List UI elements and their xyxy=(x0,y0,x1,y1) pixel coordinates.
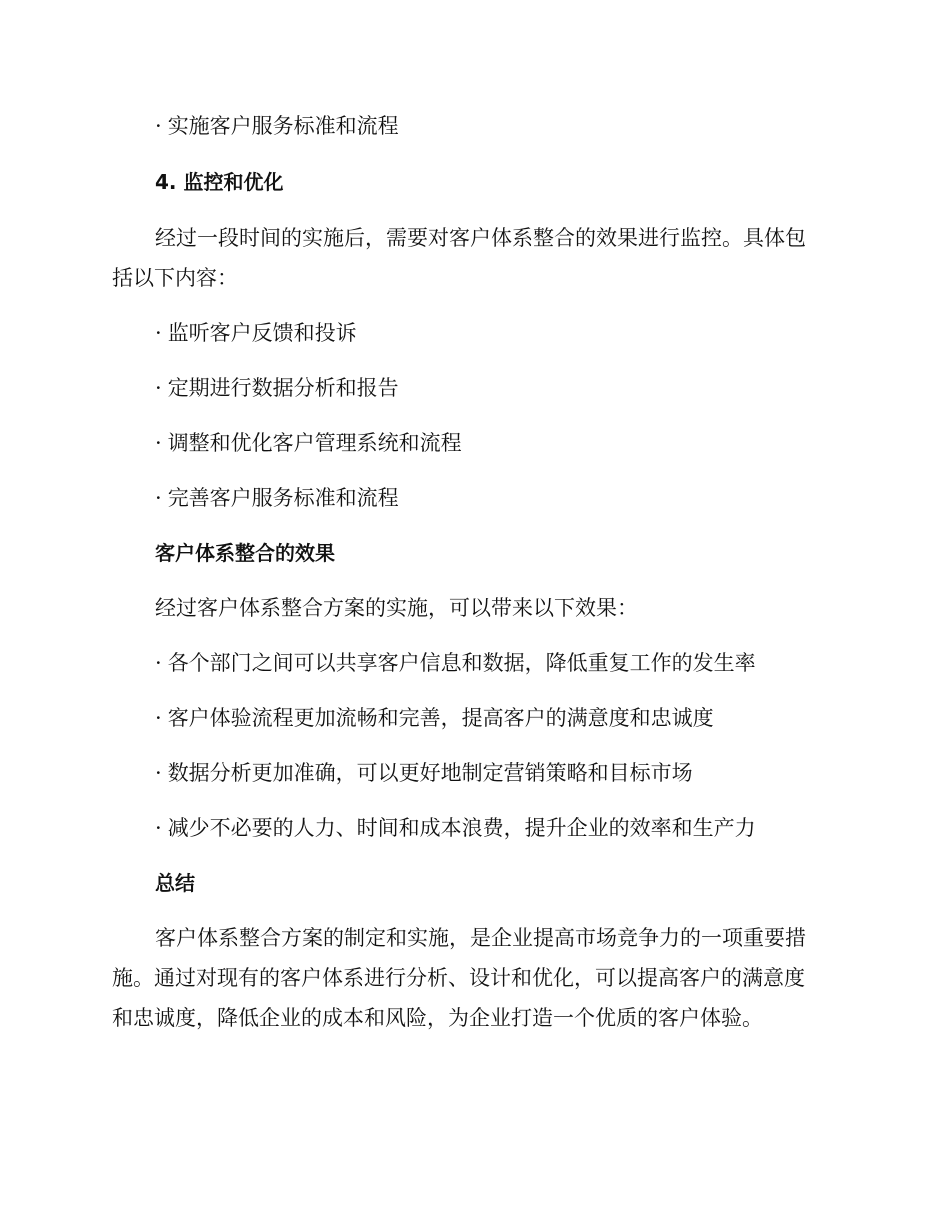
bullet-item xyxy=(155,759,693,787)
paragraph-line: 括以下内容： xyxy=(112,266,238,290)
bullet-text: 客户体验流程更加流畅和完善，提高客户的满意度和忠诚度 xyxy=(167,706,714,730)
bullet-text: 定期进行数据分析和报告 xyxy=(167,376,399,400)
bullet-text: 减少不必要的人力、时间和成本浪费，提升企业的效率和生产力 xyxy=(167,816,756,840)
section-heading-summary: 总结 xyxy=(155,871,195,895)
bullet-marker: · xyxy=(155,114,162,138)
section-heading-monitor: 4. 监控和优化 xyxy=(155,170,284,194)
bullet-item xyxy=(155,814,756,842)
bullet-marker: · xyxy=(155,376,162,400)
bullet-text: 实施客户服务标准和流程 xyxy=(167,114,399,138)
bullet-text: 数据分析更加准确，可以更好地制定营销策略和目标市场 xyxy=(167,761,693,785)
bullet-marker: · xyxy=(155,321,162,345)
bullet-marker: · xyxy=(155,486,162,510)
bullet-text: 监听客户反馈和投诉 xyxy=(167,321,357,345)
bullet-item xyxy=(155,374,399,402)
bullet-item xyxy=(155,429,462,457)
bullet-marker: · xyxy=(155,706,162,730)
bullet-marker: · xyxy=(155,431,162,455)
bullet-item xyxy=(155,112,399,140)
paragraph-line: 施。通过对现有的客户体系进行分析、设计和优化，可以提高客户的满意度 xyxy=(112,966,805,990)
bullet-text: 各个部门之间可以共享客户信息和数据，降低重复工作的发生率 xyxy=(167,651,756,675)
paragraph-line: 客户体系整合方案的制定和实施，是企业提高市场竞争力的一项重要措 xyxy=(155,926,806,950)
bullet-item xyxy=(155,484,399,512)
paragraph-line: 和忠诚度，降低企业的成本和风险，为企业打造一个优质的客户体验。 xyxy=(112,1006,763,1030)
bullet-item xyxy=(155,704,714,732)
paragraph-line: 经过一段时间的实施后，需要对客户体系整合的效果进行监控。具体包 xyxy=(155,226,806,250)
paragraph-line: 经过客户体系整合方案的实施，可以带来以下效果： xyxy=(155,596,638,620)
bullet-marker: · xyxy=(155,651,162,675)
bullet-item xyxy=(155,319,357,347)
bullet-item xyxy=(155,649,756,677)
bullet-text: 完善客户服务标准和流程 xyxy=(167,486,399,510)
bullet-text: 调整和优化客户管理系统和流程 xyxy=(167,431,462,455)
section-heading-effect: 客户体系整合的效果 xyxy=(155,541,335,565)
bullet-marker: · xyxy=(155,761,162,785)
bullet-marker: · xyxy=(155,816,162,840)
